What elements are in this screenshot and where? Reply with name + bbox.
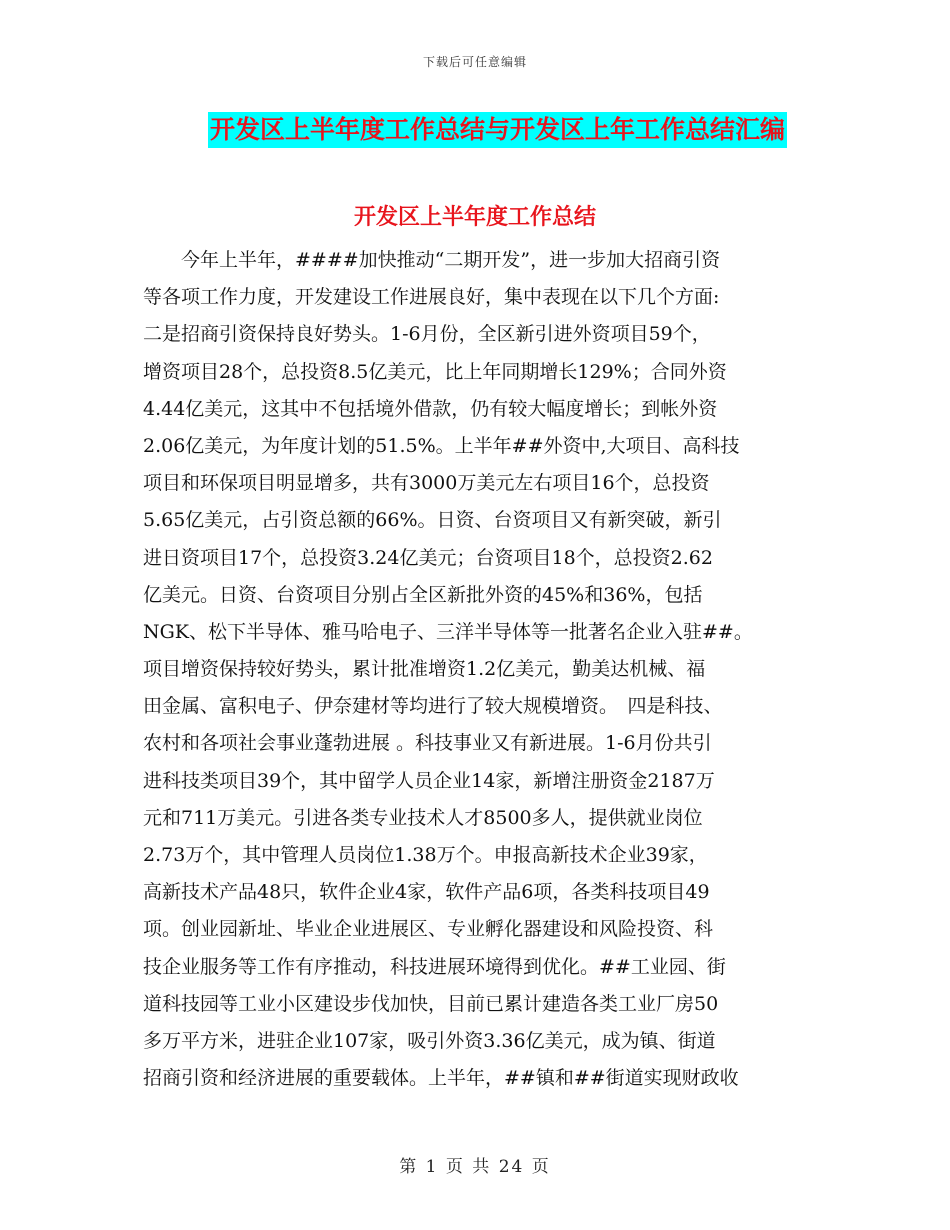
body-line: 田金属、富积电子、伊奈建材等均进行了较大规模增资。 四是科技、 bbox=[143, 695, 723, 718]
body-line: 项目增资保持较好势头，累计批准增资1.2亿美元，勤美达机械、福 bbox=[143, 658, 706, 681]
body-line: 道科技园等工业小区建设步伐加快，目前已累计建造各类工业厂房50 bbox=[143, 992, 719, 1015]
section-title: 开发区上半年度工作总结 bbox=[353, 204, 596, 230]
body-line: 今年上半年，####加快推动“二期开发”，进一步加大招商引资 bbox=[143, 249, 721, 271]
body-line: 项。创业园新址、毕业企业进展区、专业孵化器建设和风险投资、科 bbox=[143, 918, 714, 941]
document-title: 开发区上半年度工作总结与开发区上年工作总结汇编 bbox=[208, 112, 787, 148]
body-line: 增资项目28个，总投资8.5亿美元，比上年同期增长129%；合同外资 bbox=[143, 360, 727, 383]
body-line: 技企业服务等工作有序推动，科技进展环境得到优化。##工业园、街 bbox=[143, 955, 726, 978]
body-line: 多万平方米，进驻企业107家，吸引外资3.36亿美元，成为镇、街道 bbox=[143, 1029, 716, 1052]
body-paragraph bbox=[143, 242, 803, 1097]
page-header-note: 下载后可任意编辑 bbox=[422, 55, 527, 69]
body-line: 等各项工作力度，开发建设工作进展良好，集中表现在以下几个方面: bbox=[143, 286, 720, 309]
body-line: 进日资项目17个，总投资3.24亿美元；台资项目18个，总投资2.62 bbox=[143, 546, 713, 569]
body-line: 招商引资和经济进展的重要载体。上半年，##镇和##街道实现财政收 bbox=[143, 1067, 739, 1090]
body-line: 5.65亿美元，占引资总额的66%。日资、台资项目又有新突破，新引 bbox=[143, 509, 722, 532]
body-line: 进科技类项目39个，其中留学人员企业14家，新增注册资金2187万 bbox=[143, 769, 715, 792]
document-title-wrapper bbox=[0, 112, 950, 148]
page-number: 第 1 页 共 24 页 bbox=[399, 1157, 551, 1177]
body-line: 项目和环保项目明显增多，共有3000万美元左右项目16个，总投资 bbox=[143, 472, 710, 495]
body-line: 元和711万美元。引进各类专业技术人才8500多人，提供就业岗位 bbox=[143, 806, 703, 829]
body-line: 2.73万个，其中管理人员岗位1.38万个。申报高新技术企业39家， bbox=[143, 844, 708, 866]
body-line: 2.06亿美元，为年度计划的51.5%。上半年##外资中,大项目、高科技 bbox=[143, 434, 740, 457]
body-line: 高新技术产品48只，软件企业4家，软件产品6项，各类科技项目49 bbox=[143, 881, 710, 904]
body-line: 亿美元。日资、台资项目分别占全区新批外资的45%和36%，包括 bbox=[143, 583, 703, 606]
body-line: 二是招商引资保持良好势头。1-6月份，全区新引进外资项目59个， bbox=[143, 323, 711, 346]
body-line: NGK、松下半导体、雅马哈电子、三洋半导体等一批著名企业入驻##。 bbox=[143, 620, 753, 643]
body-line: 农村和各项社会事业蓬勃进展 。科技事业又有新进展。1-6月份共引 bbox=[143, 732, 712, 755]
body-line: 4.44亿美元，这其中不包括境外借款，仍有较大幅度增长；到帐外资 bbox=[143, 397, 718, 420]
